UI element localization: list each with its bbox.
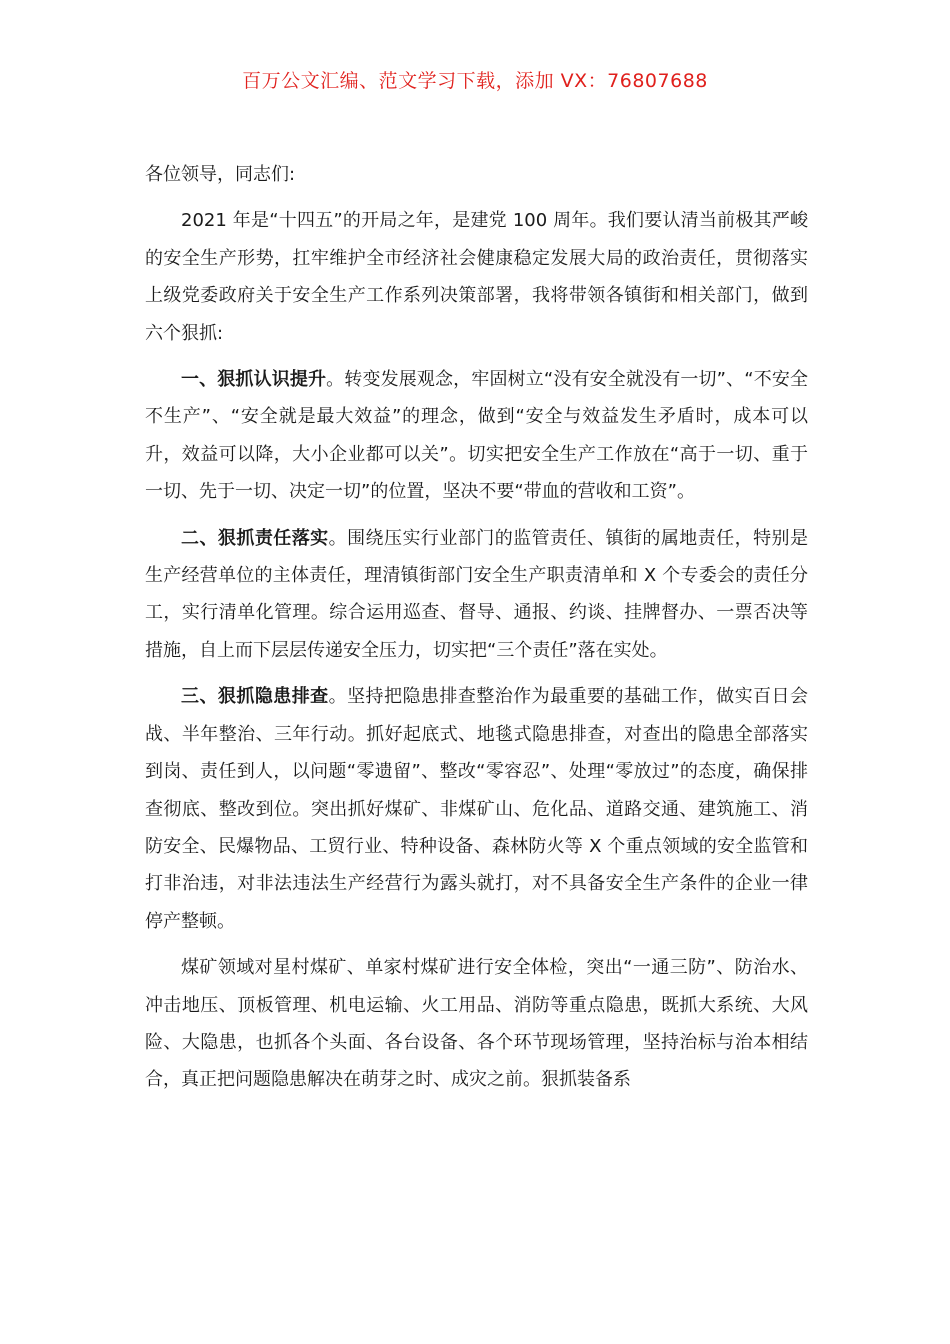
section-paragraph-3: [145, 678, 808, 940]
intro-paragraph: 2021 年是“十四五”的开局之年，是建党 100 周年。我们要认清当前极其严峻的安全生产形势，扛牢维护全市经济社会健康稳定发展大局的政治责任，贯彻落实上级党委政府关于安全生产工作系列决策部署，我将带领各镇街和相关部门，做到六个狠抓:: [145, 210, 808, 344]
section-text-3: 。坚持把隐患排查整治作为最重要的基础工作，做实百日会战、半年整治、三年行动。抓好起底式、地毯式隐患排查，对查出的隐患全部落实到岗、责任到人，以问题“零遗留”、整改“零容忍”、处理“零放过”的态度，确保排查彻底、整改到位。突出抓好煤矿、非煤矿山、危化品、道路交通、建筑施工、消防安全、民爆物品、工贸行业、特种设备、森林防火等 X 个重点领域的安全监管和打非治违，对非法违法生产经营行为露头就打，对不具备安全生产条件的企业一律停产整顿。: [145, 686, 809, 932]
header-banner: 百万公文汇编、范文学习下载，添加 VX：76807688: [242, 70, 708, 92]
section-lead-3: 三、狠抓隐患排查: [181, 686, 329, 708]
salutation: 各位领导，同志们:: [145, 164, 296, 185]
section-text-2: 。围绕压实行业部门的监管责任、镇街的属地责任，特别是生产经营单位的主体责任，理清镇街部门安全生产职责清单和 X 个专委会的责任分工，实行清单化管理。综合运用巡查、督导、通报、约谈、挂牌督办、一票否决等措施，自上而下层层传递安全压力，切实把“三个责任”落在实处。: [145, 527, 809, 661]
section-paragraph-1: [145, 361, 808, 511]
section-lead-2: 二、狠抓责任落实: [181, 527, 329, 549]
section-text-1: 。转变发展观念，牢固树立“没有安全就没有一切”、“不安全不生产”、“安全就是最大效益”的理念，做到“安全与效益发生矛盾时，成本可以升，效益可以降，大小企业都可以关”。切实把安全生产工作放在“高于一切、重于一切、先于一切、决定一切”的位置，坚决不要“带血的营收和工资”。: [145, 369, 808, 503]
section-paragraph-2: [145, 520, 808, 670]
section-lead-1: 一、狠抓认识提升: [181, 369, 327, 391]
closing-paragraph: 煤矿领域对星村煤矿、单家村煤矿进行安全体检，突出“一通三防”、防治水、冲击地压、顶板管理、机电运输、火工用品、消防等重点隐患，既抓大系统、大风险、大隐患，也抓各个头面、各台设备、各个环节现场管理，坚持治标与治本相结合，真正把问题隐患解决在萌芽之时、成灾之前。狠抓装备系: [145, 957, 808, 1091]
document-body: [145, 156, 808, 1108]
